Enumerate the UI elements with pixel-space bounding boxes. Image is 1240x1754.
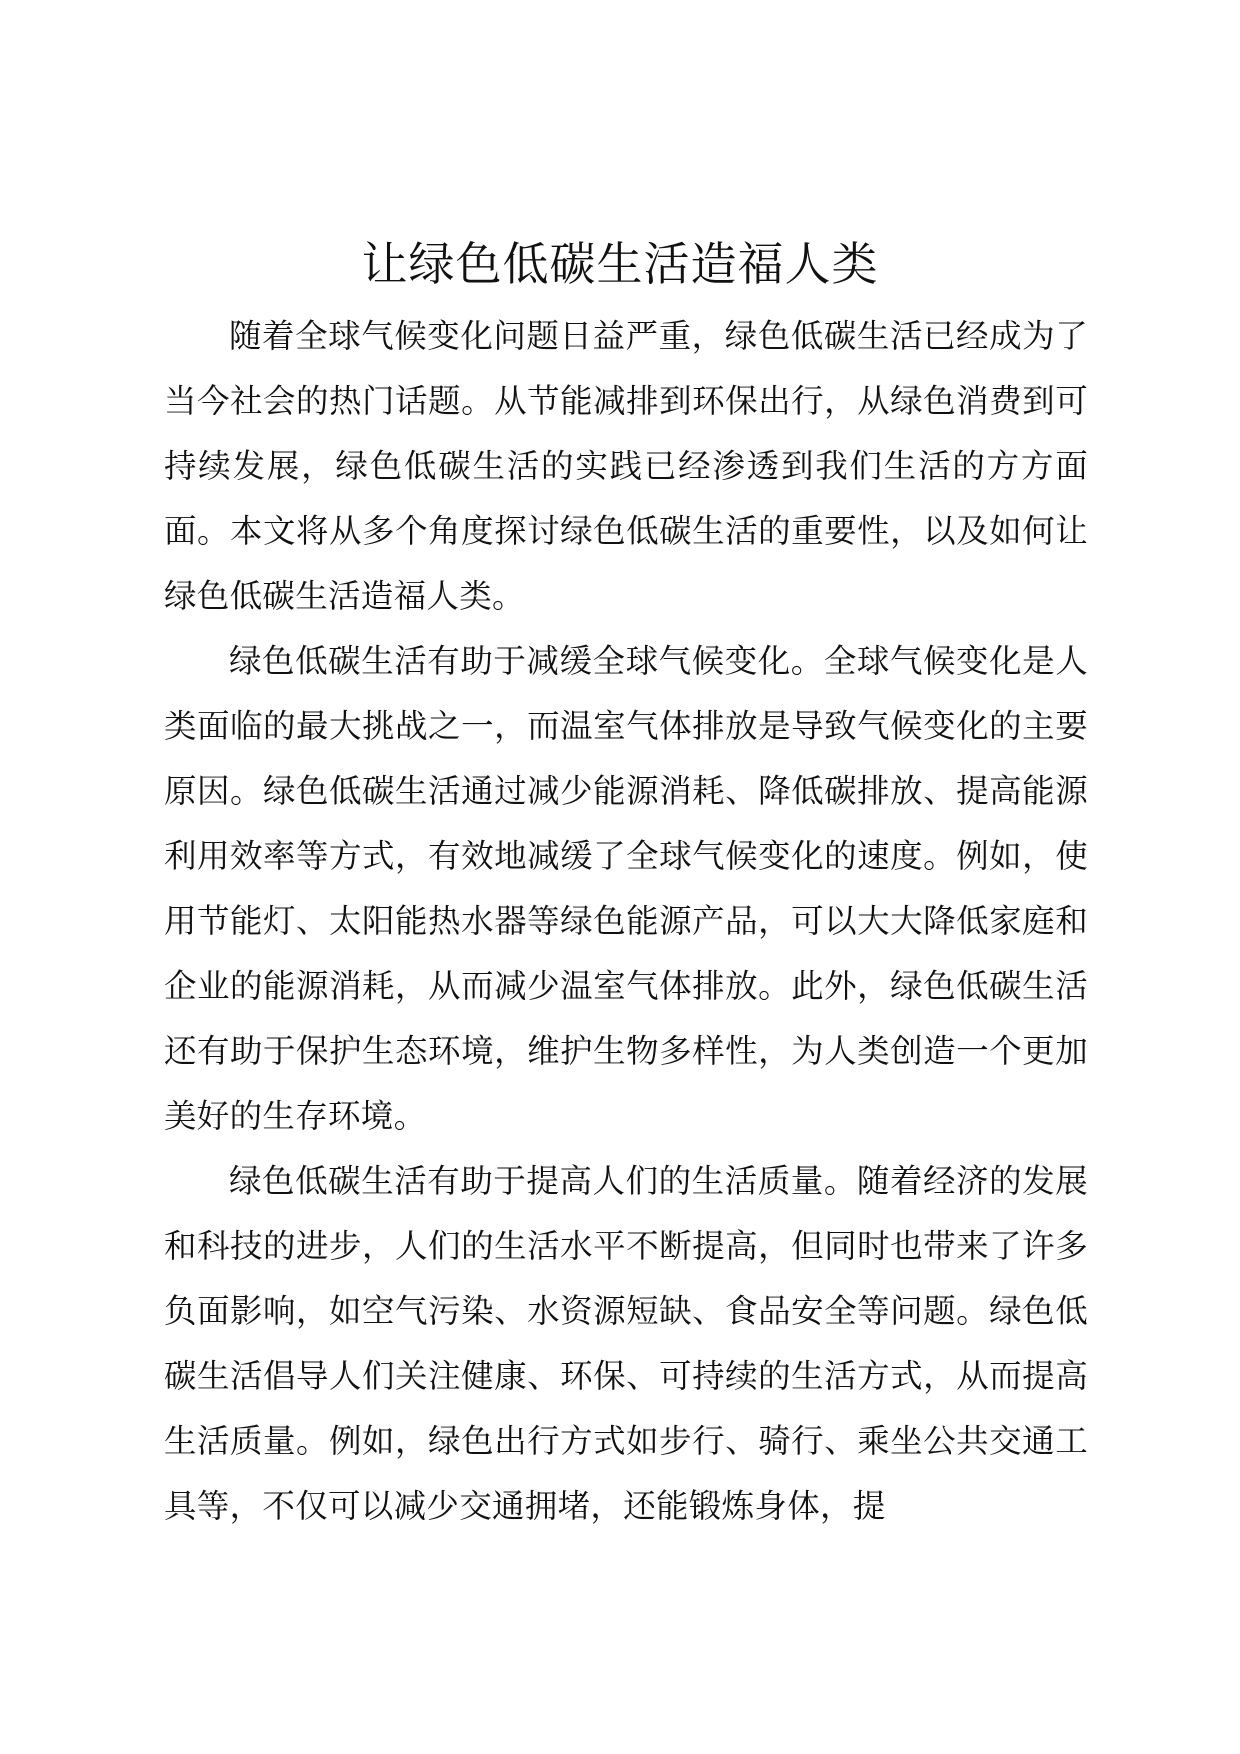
paragraph: 绿色低碳生活有助于减缓全球气候变化。全球气候变化是人类面临的最大挑战之一，而温室气体排放是导致气候变化的主要原因。绿色低碳生活通过减少能源消耗、降低碳排放、提高能源利用效率等方式，有效地减缓了全球气候变化的速度。例如，使用节能灯、太阳能热水器等绿色能源产品，可以大大降低家庭和企业的能源消耗，从而减少温室气体排放。此外，绿色低碳生活还有助于保护生态环境，维护生物多样性，为人类创造一个更加美好的生存环境。 (164, 642, 1088, 1135)
document-body (164, 304, 1088, 1539)
paragraph: 随着全球气候变化问题日益严重，绿色低碳生活已经成为了当今社会的热门话题。从节能减排到环保出行，从绿色消费到可持续发展，绿色低碳生活的实践已经渗透到我们生活的方方面面。本文将从多个角度探讨绿色低碳生活的重要性，以及如何让绿色低碳生活造福人类。 (164, 317, 1088, 615)
paragraph: 绿色低碳生活有助于提高人们的生活质量。随着经济的发展和科技的进步，人们的生活水平不断提高，但同时也带来了许多负面影响，如空气污染、水资源短缺、食品安全等问题。绿色低碳生活倡导人们关注健康、环保、可持续的生活方式，从而提高生活质量。例如，绿色出行方式如步行、骑行、乘坐公共交通工具等，不仅可以减少交通拥堵，还能锻炼身体，提 (164, 1162, 1088, 1525)
document-title: 让绿色低碳生活造福人类 (361, 237, 879, 291)
